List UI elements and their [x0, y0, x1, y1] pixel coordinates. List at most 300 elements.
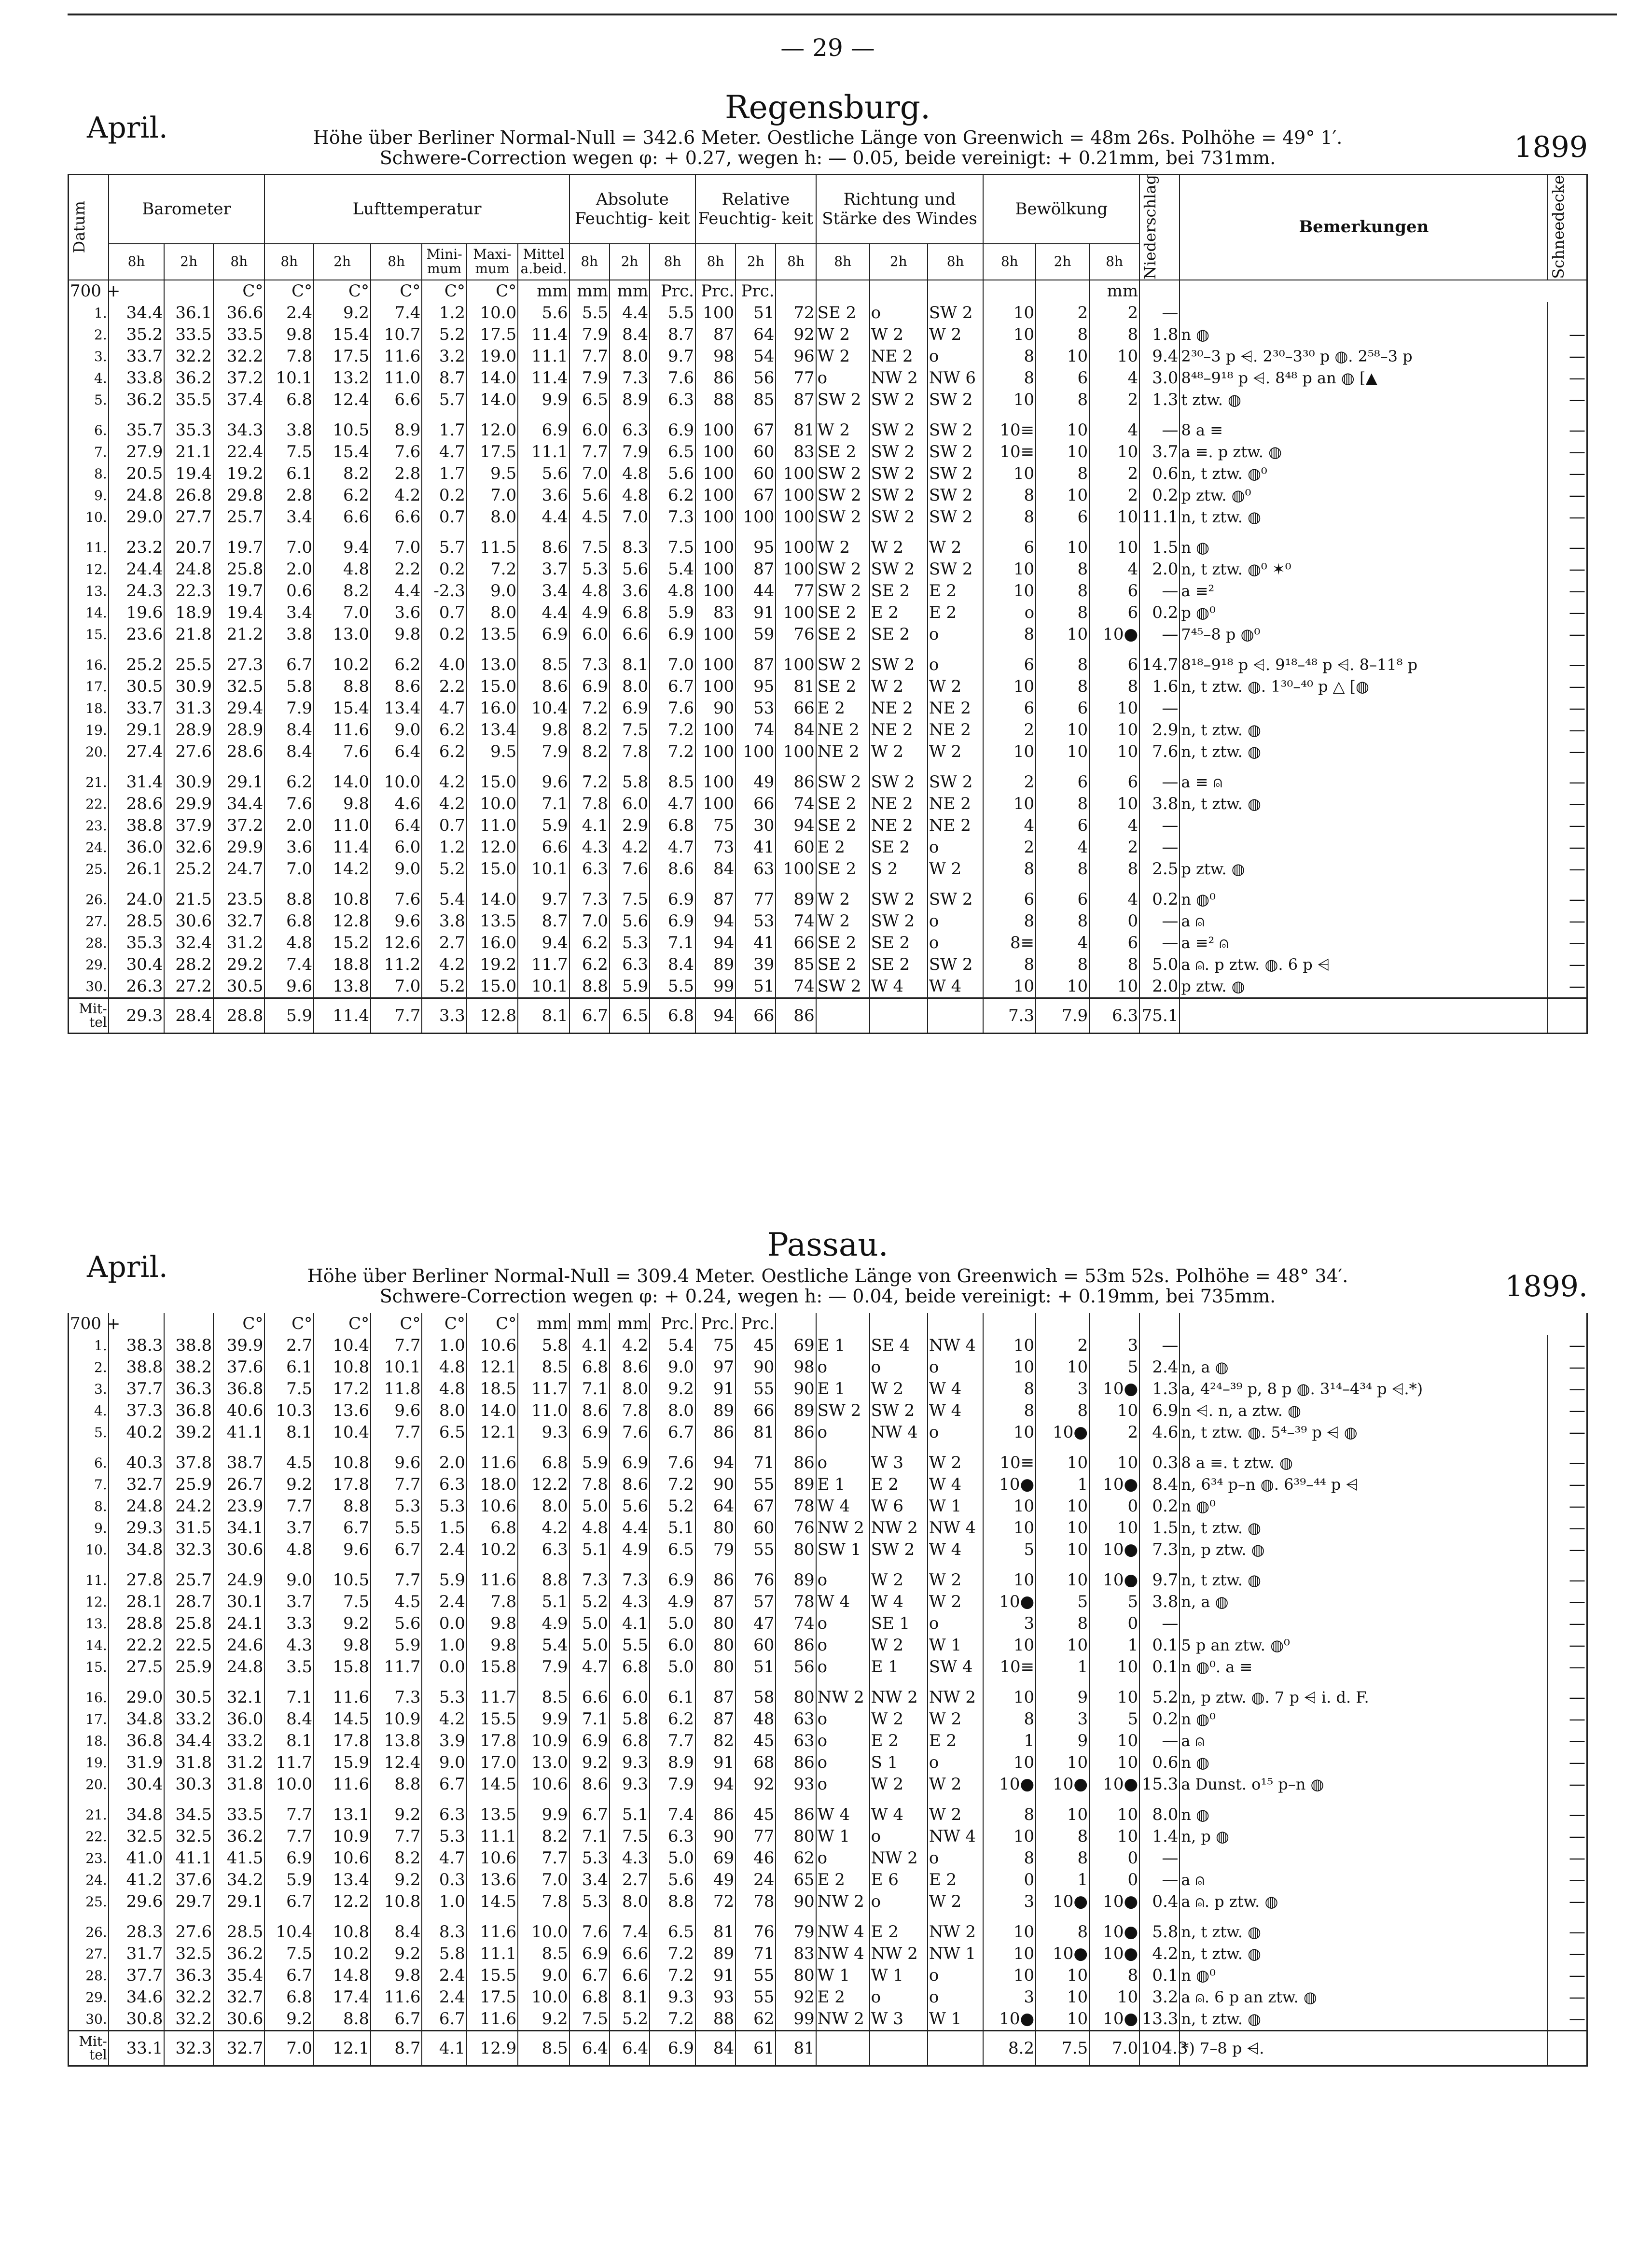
value-cell: 8.8 [314, 2008, 371, 2031]
value-cell: 10.1 [518, 858, 569, 880]
spacer-cell [518, 880, 569, 889]
value-cell: 6.2 [569, 932, 610, 954]
value-cell: 5 [1089, 1591, 1139, 1613]
value-cell: 81 [776, 420, 816, 441]
value-cell: 3 [1036, 1708, 1089, 1730]
day-cell: 19. [69, 719, 109, 741]
value-cell: 6.9 [569, 1943, 610, 1965]
value-cell: 10 [1036, 441, 1089, 463]
value-cell: 12.0 [467, 837, 518, 858]
value-cell: 37.2 [213, 367, 264, 389]
value-cell: 7.5 [610, 719, 650, 741]
value-cell: 2.0 [264, 559, 314, 580]
value-cell: 7.8 [264, 346, 314, 367]
value-cell: 5.9 [610, 976, 650, 998]
value-cell: 100 [695, 559, 736, 580]
value-cell: 1.0 [422, 1335, 466, 1357]
station-title: Passau. [767, 1226, 888, 1263]
value-cell: 10 [983, 1422, 1036, 1443]
table-row [69, 1474, 1587, 1496]
value-cell: 11.0 [314, 815, 371, 837]
value-cell: 49 [695, 1869, 736, 1891]
value-cell: 24.4 [109, 559, 165, 580]
value-cell: 82 [695, 1730, 736, 1752]
value-cell: W 2 [870, 1774, 928, 1795]
value-cell: 7.0 [610, 506, 650, 528]
spacer-cell [264, 763, 314, 771]
value-cell: — [1139, 580, 1180, 602]
spacer-cell [422, 1678, 466, 1687]
value-cell: 100 [695, 741, 736, 763]
value-cell: 84 [695, 858, 736, 880]
spacer-cell [776, 880, 816, 889]
table-row [69, 889, 1587, 910]
unit-cell: mm [610, 1313, 650, 1335]
value-cell: S 1 [870, 1752, 928, 1774]
unit-cell [164, 1313, 213, 1335]
day-cell: 5. [69, 389, 109, 411]
spacer-cell [1548, 645, 1587, 654]
value-cell: 72 [776, 302, 816, 324]
value-cell: 0.7 [422, 815, 466, 837]
value-cell: 10.4 [264, 1921, 314, 1943]
unit-cell [1089, 1313, 1139, 1335]
value-cell: 7.2 [569, 771, 610, 793]
spacer-cell [1548, 1795, 1587, 1804]
value-cell: 80 [776, 1965, 816, 1986]
value-cell: W 2 [870, 537, 928, 559]
value-cell: 6.8 [610, 602, 650, 624]
spacer-cell [610, 880, 650, 889]
day-cell: 11. [69, 537, 109, 559]
value-cell: 86 [776, 1635, 816, 1656]
value-cell: 2 [983, 837, 1036, 858]
unit-cell: C° [422, 280, 466, 302]
remarks-cell [1180, 998, 1548, 1033]
day-cell: 2. [69, 324, 109, 346]
value-cell: 8.3 [422, 1921, 466, 1943]
value-cell: 10 [983, 1357, 1036, 1378]
value-cell: 2.4 [264, 302, 314, 324]
value-cell: 10 [983, 1569, 1036, 1591]
value-cell: 10≡ [983, 1452, 1036, 1474]
value-cell: 41 [736, 837, 776, 858]
value-cell: o [870, 1357, 928, 1378]
value-cell: 7.2 [650, 719, 695, 741]
spacer-cell [264, 1561, 314, 1569]
spacer-cell [870, 1443, 928, 1452]
value-cell: 8.2 [569, 719, 610, 741]
value-cell: NW 2 [870, 1943, 928, 1965]
value-cell: 3.2 [1139, 1986, 1180, 2008]
value-cell: 8 [1036, 602, 1089, 624]
value-cell: 0.7 [422, 506, 466, 528]
value-cell: 0 [1089, 1496, 1139, 1517]
value-cell: 21.2 [213, 624, 264, 645]
value-cell: SE 2 [870, 837, 928, 858]
value-cell: 6.2 [569, 954, 610, 976]
table-row [69, 1591, 1587, 1613]
value-cell: 6.8 [264, 1986, 314, 2008]
spacer-cell [1036, 528, 1089, 537]
spacer-cell [1139, 1913, 1180, 1921]
value-cell: 2.9 [610, 815, 650, 837]
value-cell: 7.7 [518, 1847, 569, 1869]
value-cell: 6.8 [650, 815, 695, 837]
day-cell: 15. [69, 1656, 109, 1678]
value-cell: 86 [776, 1422, 816, 1443]
value-cell: 10 [983, 302, 1036, 324]
value-cell: 41.1 [164, 1847, 213, 1869]
value-cell: 25.7 [213, 506, 264, 528]
value-cell: 10 [983, 1687, 1036, 1708]
spacer-cell [467, 1561, 518, 1569]
value-cell: 7.7 [371, 1569, 422, 1591]
value-cell: 10.4 [314, 1422, 371, 1443]
unit-cell [164, 280, 213, 302]
value-cell: 7.3 [569, 1569, 610, 1591]
value-cell: 10 [1089, 1400, 1139, 1422]
value-cell: 2 [983, 719, 1036, 741]
value-cell: o [816, 1730, 870, 1752]
remarks-cell [1180, 837, 1548, 858]
spacer-cell [264, 411, 314, 420]
unit-cell: Prc. [736, 1313, 776, 1335]
value-cell: 92 [736, 1774, 776, 1795]
spacer-cell [650, 645, 695, 654]
value-cell: 9 [1036, 1730, 1089, 1752]
spacer-cell [610, 411, 650, 420]
value-cell: W 3 [870, 2008, 928, 2031]
value-cell: 10.6 [314, 1847, 371, 1869]
spacer-cell [816, 1561, 870, 1569]
value-cell: 11.1 [1139, 506, 1180, 528]
value-cell: 89 [776, 1569, 816, 1591]
value-cell: 8.0 [467, 506, 518, 528]
value-cell: 7.7 [264, 1496, 314, 1517]
value-cell: 89 [776, 1474, 816, 1496]
value-cell: NW 4 [816, 1943, 870, 1965]
value-cell: 5.1 [518, 1591, 569, 1613]
value-cell: 30.6 [213, 2008, 264, 2031]
value-cell: 80 [776, 1539, 816, 1561]
remarks-cell: n ◍⁰ [1180, 1496, 1548, 1517]
value-cell: 22.4 [213, 441, 264, 463]
value-cell: 31.8 [164, 1752, 213, 1774]
value-cell: 9.9 [518, 1708, 569, 1730]
value-cell: 8.1 [610, 654, 650, 676]
value-cell: 6.9 [264, 1847, 314, 1869]
spacer-cell [1036, 1795, 1089, 1804]
spacer-cell [371, 528, 422, 537]
spacer-cell [1089, 645, 1139, 654]
value-cell: 24.0 [109, 889, 165, 910]
spacer-cell [736, 1678, 776, 1687]
remarks-cell: n ◍⁰ [1180, 1965, 1548, 1986]
value-cell: 20.5 [109, 463, 165, 485]
value-cell: 18.8 [314, 954, 371, 976]
value-cell: 7.4 [650, 1804, 695, 1826]
value-cell: W 2 [928, 1891, 984, 1913]
spacer-cell [928, 880, 984, 889]
abs-humidity-header: Absolute Feuchtig- keit [569, 174, 695, 244]
value-cell: 5 [983, 1539, 1036, 1561]
value-cell: o [816, 1569, 870, 1591]
remarks-cell: t ztw. ◍ [1180, 389, 1548, 411]
value-cell: 24.6 [213, 1635, 264, 1656]
value-cell: 84 [776, 719, 816, 741]
unit-cell [928, 1313, 984, 1335]
day-cell: 16. [69, 654, 109, 676]
day-cell: 29. [69, 1986, 109, 2008]
unit-cell [1139, 1313, 1180, 1335]
value-cell: 6 [1089, 932, 1139, 954]
value-cell: 90 [695, 1826, 736, 1847]
value-cell: 10 [1036, 1986, 1089, 2008]
value-cell: 4.6 [371, 793, 422, 815]
value-cell: 39.2 [164, 1422, 213, 1443]
remarks-cell: n, t ztw. ◍ [1180, 741, 1548, 763]
value-cell: 10 [1036, 624, 1089, 645]
value-cell: 36.8 [164, 1400, 213, 1422]
subheader-1: 2h [164, 244, 213, 280]
value-cell: 8.1 [264, 1422, 314, 1443]
value-cell: 10 [1036, 1569, 1089, 1591]
value-cell: 15.4 [314, 441, 371, 463]
spacer-cell [870, 528, 928, 537]
value-cell: 7.8 [569, 1474, 610, 1496]
value-cell: E 2 [816, 837, 870, 858]
value-cell: 13.3 [1139, 2008, 1180, 2031]
spacer-cell [569, 411, 610, 420]
day-cell: 17. [69, 676, 109, 698]
spacer-cell [467, 528, 518, 537]
value-cell: 0.2 [1139, 1496, 1180, 1517]
value-cell: — [1139, 1847, 1180, 1869]
value-cell: 5.3 [569, 1847, 610, 1869]
value-cell: 54 [736, 346, 776, 367]
spacer-cell [518, 1913, 569, 1921]
value-cell: 91 [695, 1378, 736, 1400]
value-cell: 30.6 [213, 1539, 264, 1561]
value-cell: 31.2 [213, 932, 264, 954]
value-cell: 35.3 [109, 932, 165, 954]
value-cell: 8.8 [371, 1774, 422, 1795]
value-cell: 86 [776, 1452, 816, 1474]
value-cell: 95 [736, 676, 776, 698]
value-cell: 25.9 [164, 1474, 213, 1496]
value-cell: SW 2 [928, 302, 984, 324]
spacer-cell [164, 645, 213, 654]
value-cell: 9.8 [314, 793, 371, 815]
remarks-cell: 5 p an ztw. ◍⁰ [1180, 1635, 1548, 1656]
table-row [69, 793, 1587, 815]
value-cell: SE 2 [870, 932, 928, 954]
value-cell: 94 [695, 932, 736, 954]
unit-cell: C° [213, 280, 264, 302]
value-cell: 76 [736, 1921, 776, 1943]
value-cell: 15.0 [467, 676, 518, 698]
remarks-cell: 8¹⁸–9¹⁸ p ⩤. 9¹⁸–⁴⁸ p ⩤. 8–11⁸ p [1180, 654, 1548, 676]
table-row [69, 837, 1587, 858]
value-cell: 7.7 [264, 1804, 314, 1826]
value-cell: 21.1 [164, 441, 213, 463]
value-cell: 11.1 [467, 1826, 518, 1847]
table-row [69, 1986, 1587, 2008]
value-cell: 10.8 [371, 1891, 422, 1913]
value-cell: 25.2 [109, 654, 165, 676]
value-cell: W 2 [928, 324, 984, 346]
value-cell: 37.9 [164, 815, 213, 837]
spacer-cell [164, 411, 213, 420]
value-cell: SW 2 [870, 441, 928, 463]
spacer-cell [1180, 763, 1548, 771]
value-cell: NE 2 [870, 793, 928, 815]
value-cell: 2.4 [422, 1539, 466, 1561]
subheader-9: 8h [569, 244, 610, 280]
value-cell: 6 [1036, 815, 1089, 837]
mean-value: 7.5 [1036, 2031, 1089, 2066]
spacer-cell [109, 1795, 165, 1804]
value-cell: 10 [1036, 2008, 1089, 2031]
table-row [69, 1847, 1587, 1869]
value-cell: 100 [776, 506, 816, 528]
value-cell: 8 [983, 346, 1036, 367]
value-cell: 1.3 [1139, 1378, 1180, 1400]
value-cell: 13.6 [314, 1400, 371, 1422]
value-cell: o [870, 1826, 928, 1847]
value-cell: 8 [1036, 654, 1089, 676]
value-cell: 2.0 [1139, 976, 1180, 998]
unit-cell [1036, 280, 1089, 302]
value-cell: 85 [776, 954, 816, 976]
spacer-cell [983, 1443, 1036, 1452]
spacer-cell [928, 411, 984, 420]
value-cell: 8.8 [314, 676, 371, 698]
value-cell: 0.6 [1139, 1752, 1180, 1774]
value-cell: 8.5 [518, 1687, 569, 1708]
value-cell: — [1548, 1539, 1587, 1561]
remarks-cell: n, t ztw. ◍⁰ [1180, 463, 1548, 485]
value-cell: 5.8 [1139, 1921, 1180, 1943]
value-cell: 8.7 [650, 324, 695, 346]
value-cell: W 2 [928, 1591, 984, 1613]
remarks-cell: n ◍ [1180, 324, 1548, 346]
value-cell: 7.2 [650, 1965, 695, 1986]
value-cell: 86 [695, 1804, 736, 1826]
day-cell: 6. [69, 1452, 109, 1474]
value-cell: 5.2 [422, 976, 466, 998]
unit-row [69, 1313, 1587, 1335]
spacer-cell [1089, 528, 1139, 537]
value-cell: 60 [736, 463, 776, 485]
value-cell: 40.3 [109, 1452, 165, 1474]
table-row [69, 602, 1587, 624]
value-cell: 7.1 [264, 1687, 314, 1708]
spacer-cell [518, 1678, 569, 1687]
value-cell: 11.1 [467, 1943, 518, 1965]
value-cell: 56 [776, 1656, 816, 1678]
table-row [69, 1517, 1587, 1539]
value-cell: 27.7 [164, 506, 213, 528]
value-cell: E 2 [870, 1730, 928, 1752]
spacer-cell [816, 1795, 870, 1804]
value-cell: 3.6 [610, 580, 650, 602]
value-cell: SW 2 [870, 1400, 928, 1422]
remarks-cell: n, p ztw. ◍. 7 p ⩤ i. d. F. [1180, 1687, 1548, 1708]
spacer-cell [213, 645, 264, 654]
meta-line-1: Höhe über Berliner Normal-Null = 309.4 Meter. Oestliche Länge von Greenwich = 53m 52s. Polhöhe = 48° 34′. [307, 1265, 1348, 1287]
value-cell: — [1548, 1496, 1587, 1517]
value-cell: 8.1 [264, 1730, 314, 1752]
precip-header [1139, 174, 1180, 280]
value-cell: SE 2 [816, 858, 870, 880]
value-cell: 8 [1036, 1826, 1089, 1847]
spacer-cell [422, 1913, 466, 1921]
spacer-cell [213, 1913, 264, 1921]
spacer-cell [569, 1913, 610, 1921]
value-cell: 9.2 [371, 1869, 422, 1891]
value-cell: 4.4 [371, 580, 422, 602]
value-cell: SW 2 [816, 506, 870, 528]
spacer-cell [69, 1561, 109, 1569]
mean-value: 11.4 [314, 998, 371, 1033]
value-cell: 29.4 [213, 698, 264, 719]
value-cell: NW 2 [816, 1891, 870, 1913]
value-cell: 4.5 [371, 1591, 422, 1613]
mean-value: 12.1 [314, 2031, 371, 2066]
value-cell: 24.2 [164, 1496, 213, 1517]
value-cell: 10.6 [467, 1496, 518, 1517]
value-cell: 10 [1089, 537, 1139, 559]
value-cell: — [1548, 1656, 1587, 1678]
spacer-cell [816, 880, 870, 889]
spacer-cell [1180, 1561, 1548, 1569]
unit-cell [816, 280, 870, 302]
remarks-cell [1180, 698, 1548, 719]
value-cell: 0.1 [1139, 1965, 1180, 1986]
value-cell: 34.4 [213, 793, 264, 815]
day-cell: 24. [69, 1869, 109, 1891]
value-cell: 30.5 [109, 676, 165, 698]
value-cell: 4.9 [650, 1591, 695, 1613]
value-cell: SW 2 [816, 389, 870, 411]
unit-cell: C° [213, 1313, 264, 1335]
value-cell: 6.7 [422, 2008, 466, 2031]
value-cell: 4.1 [569, 815, 610, 837]
value-cell: 10 [983, 1635, 1036, 1656]
meta-line-2: Schwere-Correction wegen φ: + 0.27, wegen h: — 0.05, beide vereinigt: + 0.21mm, bei 731mm. [379, 147, 1276, 168]
value-cell: 9.2 [314, 1613, 371, 1635]
value-cell: — [1548, 1569, 1587, 1591]
mean-value: 33.1 [109, 2031, 165, 2066]
value-cell: 19.6 [109, 602, 165, 624]
spacer-cell [314, 645, 371, 654]
value-cell: E 2 [928, 1869, 984, 1891]
remarks-cell: n, t ztw. ◍ [1180, 719, 1548, 741]
value-cell: 4.5 [264, 1452, 314, 1474]
value-cell: 34.8 [109, 1804, 165, 1826]
value-cell: 10● [1089, 1569, 1139, 1591]
value-cell: 5.3 [371, 1496, 422, 1517]
value-cell: 5.8 [610, 1708, 650, 1730]
value-cell: 20.7 [164, 537, 213, 559]
value-cell: 30.5 [213, 976, 264, 998]
value-cell: 14.0 [467, 889, 518, 910]
value-cell: 3.8 [422, 910, 466, 932]
value-cell: 13.2 [314, 367, 371, 389]
value-cell: 88 [695, 2008, 736, 2031]
